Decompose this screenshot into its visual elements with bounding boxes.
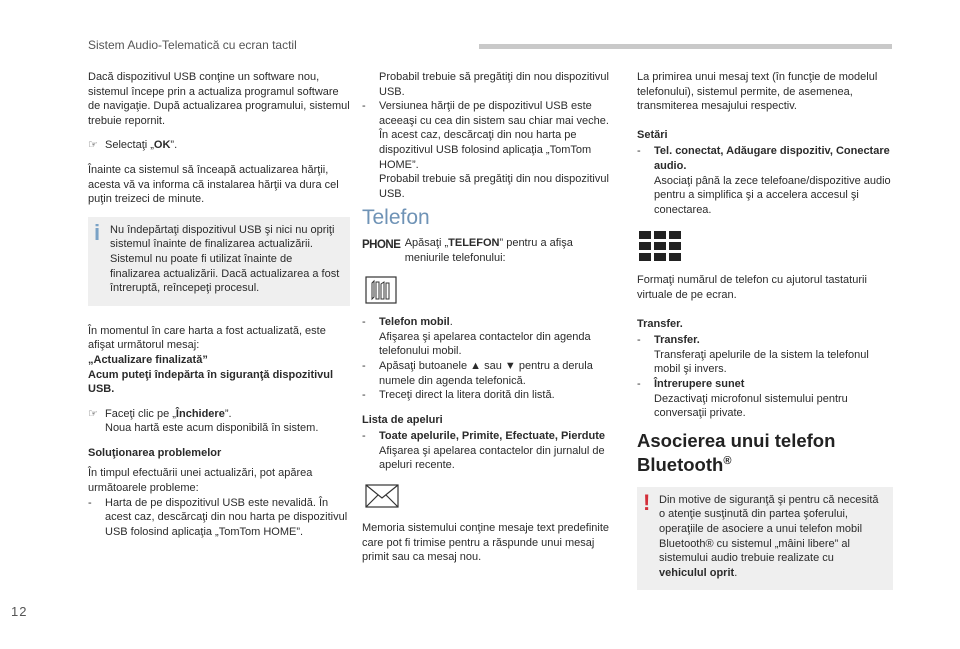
info-note-text: Nu îndepărtaţi dispozitivul USB şi nici nu opriţi sistemul înainte de finalizarea actualizării. Sistemul nu poate fi utilizat înainte de finalizarea actualizării. Dacă actualizarea a fost întreruptă, reîncepeţi procesul.	[110, 223, 340, 295]
list-item-mute: - Întrerupere sunet Dezactivaţi microfonul sistemului pentru conversaţii private.	[637, 377, 848, 420]
arrow-down-icon: ▼	[504, 359, 516, 372]
section-title-telefon: Telefon	[362, 206, 430, 230]
page-header-title: Sistem Audio-Telematică cu ecran tactil	[88, 38, 297, 52]
info-note	[88, 217, 350, 306]
column-1	[88, 70, 350, 539]
pointer-icon: ☞	[88, 407, 98, 420]
instruction-select-ok: ☞ Selectaţi „OK”.	[88, 139, 178, 152]
warning-icon: !	[643, 489, 651, 515]
list-item-transfer: - Transfer. Transferaţi apelurile de la sistem la telefonul mobil şi invers.	[637, 334, 869, 376]
paragraph-keypad: Formaţi numărul de telefon cu ajutorul tastaturii virtuale de pe ecran.	[637, 274, 867, 301]
pointer-icon: ☞	[88, 139, 98, 152]
section-title-bluetooth: Asocierea unui telefon Bluetooth®	[637, 429, 836, 475]
ok-label: OK	[153, 139, 171, 152]
column-2	[362, 70, 620, 575]
instruction-click-close: ☞ Faceţi clic pe „Închidere”. Noua hartă este acum disponibilă în sistem.	[88, 407, 319, 435]
arrow-up-icon: ▲	[470, 359, 482, 372]
keypad-icon	[639, 231, 683, 263]
problems-heading: Soluţionarea problemelor	[88, 446, 222, 459]
phone-instruction: PHONE Apăsaţi „TELEFON” pentru a afişa meniurile telefonului:	[362, 236, 573, 264]
calls-heading: Lista de apeluri	[362, 413, 443, 426]
paragraph-memory: Memoria sistemului conţine mesaje text predefinite care pot fi trimise pentru a răspunde unui mesaj primit sau ca mesaj nou.	[362, 522, 610, 564]
phone-button-icon: PHONE	[362, 238, 401, 251]
paragraph-map-updated: În momentul în care harta a fost actualizată, este afişat următorul mesaj: „Actualizare finalizată” Acum puteţi îndepărta în siguranţă dispozitivul USB.	[88, 324, 334, 396]
paragraph-before-map-update: Înainte ca sistemul să înceapă actualizarea hărţii, acesta vă va informa că instalarea hărţii va dura cel puţin treizeci de minute.	[88, 163, 339, 206]
column-3	[637, 70, 893, 608]
problem-item-1: - Harta de pe dispozitivul USB este nevalidă. În acest caz, descărcaţi din nou harta pe dispozitivul USB folosind aplicaţia „TomTom HOME”.	[88, 496, 348, 538]
envelope-icon	[364, 481, 400, 511]
telefon-label: TELEFON	[448, 236, 500, 249]
list-item-calls: - Toate apelurile, Primite, Efectuate, Pierdute Afişarea şi apelarea contactelor din jurnalul de apeluri recente.	[362, 430, 605, 472]
page-number: 12	[11, 604, 28, 619]
problem-item-1-cont: Probabil trebuie să pregătiţi din nou dispozitivul USB.	[379, 71, 609, 98]
list-item-mobile: - Telefon mobil. Afişarea şi apelarea contactelor din agenda telefonului mobil.	[362, 316, 591, 358]
list-item-arrows: - Apăsaţi butoanele ▲ sau ▼ pentru a derula numele din agenda telefonică.	[362, 359, 593, 387]
warning-note: ! Din motive de siguranţă şi pentru că necesită o atenţie susţinută din partea şoferului, operaţiile de asociere a unui telefon mobil Bluetooth® cu sistemul „mâini libere” al sistemului audio trebuie realizate cu vehiculul oprit.	[637, 487, 893, 591]
settings-heading: Setări	[637, 128, 668, 141]
problems-intro: În timpul efectuării unei actualizări, pot apărea următoarele probleme:	[88, 467, 313, 495]
paragraph-software-update: Dacă dispozitivul USB conţine un software nou, sistemul începe prin a actualiza programul software de navigaţie. După actualizarea programului, sistemul trebuie repornit.	[88, 71, 350, 127]
transfer-heading: Transfer.	[637, 317, 683, 330]
info-icon: i	[94, 219, 101, 245]
contacts-book-icon	[364, 275, 398, 305]
header-rule	[479, 44, 892, 49]
list-item-letter: - Treceţi direct la litera dorită din listă.	[362, 389, 555, 402]
message-title: Actualizare finalizată	[93, 353, 203, 366]
close-label: Închidere	[175, 407, 225, 420]
problem-item-2: - Versiunea hărţii de pe dispozitivul USB este aceeaşi cu cea din sistem sau chiar mai veche. În acest caz, descărcaţi din nou harta pe dispozitivul USB folosind aplicaţia „TomTom HOME”. Probabil trebuie să pregătiţi din nou dispozitivul USB.	[362, 100, 609, 200]
vehicle-stopped-label: vehiculul oprit	[659, 566, 735, 579]
message-body: Acum puteţi îndepărta în siguranţă dispozitivul USB.	[88, 368, 334, 396]
list-item-settings: - Tel. conectat, Adăugare dispozitiv, Conectare audio. Asociaţi până la zece telefoane/dispozitive audio pentru a simplifica şi a accelera accesul şi conectarea.	[637, 145, 891, 216]
paragraph-first-message: La primirea unui mesaj text (în funcţie de modelul telefonului), sistemul permite, de asemenea, transmiterea mesajului respectiv.	[637, 71, 878, 113]
